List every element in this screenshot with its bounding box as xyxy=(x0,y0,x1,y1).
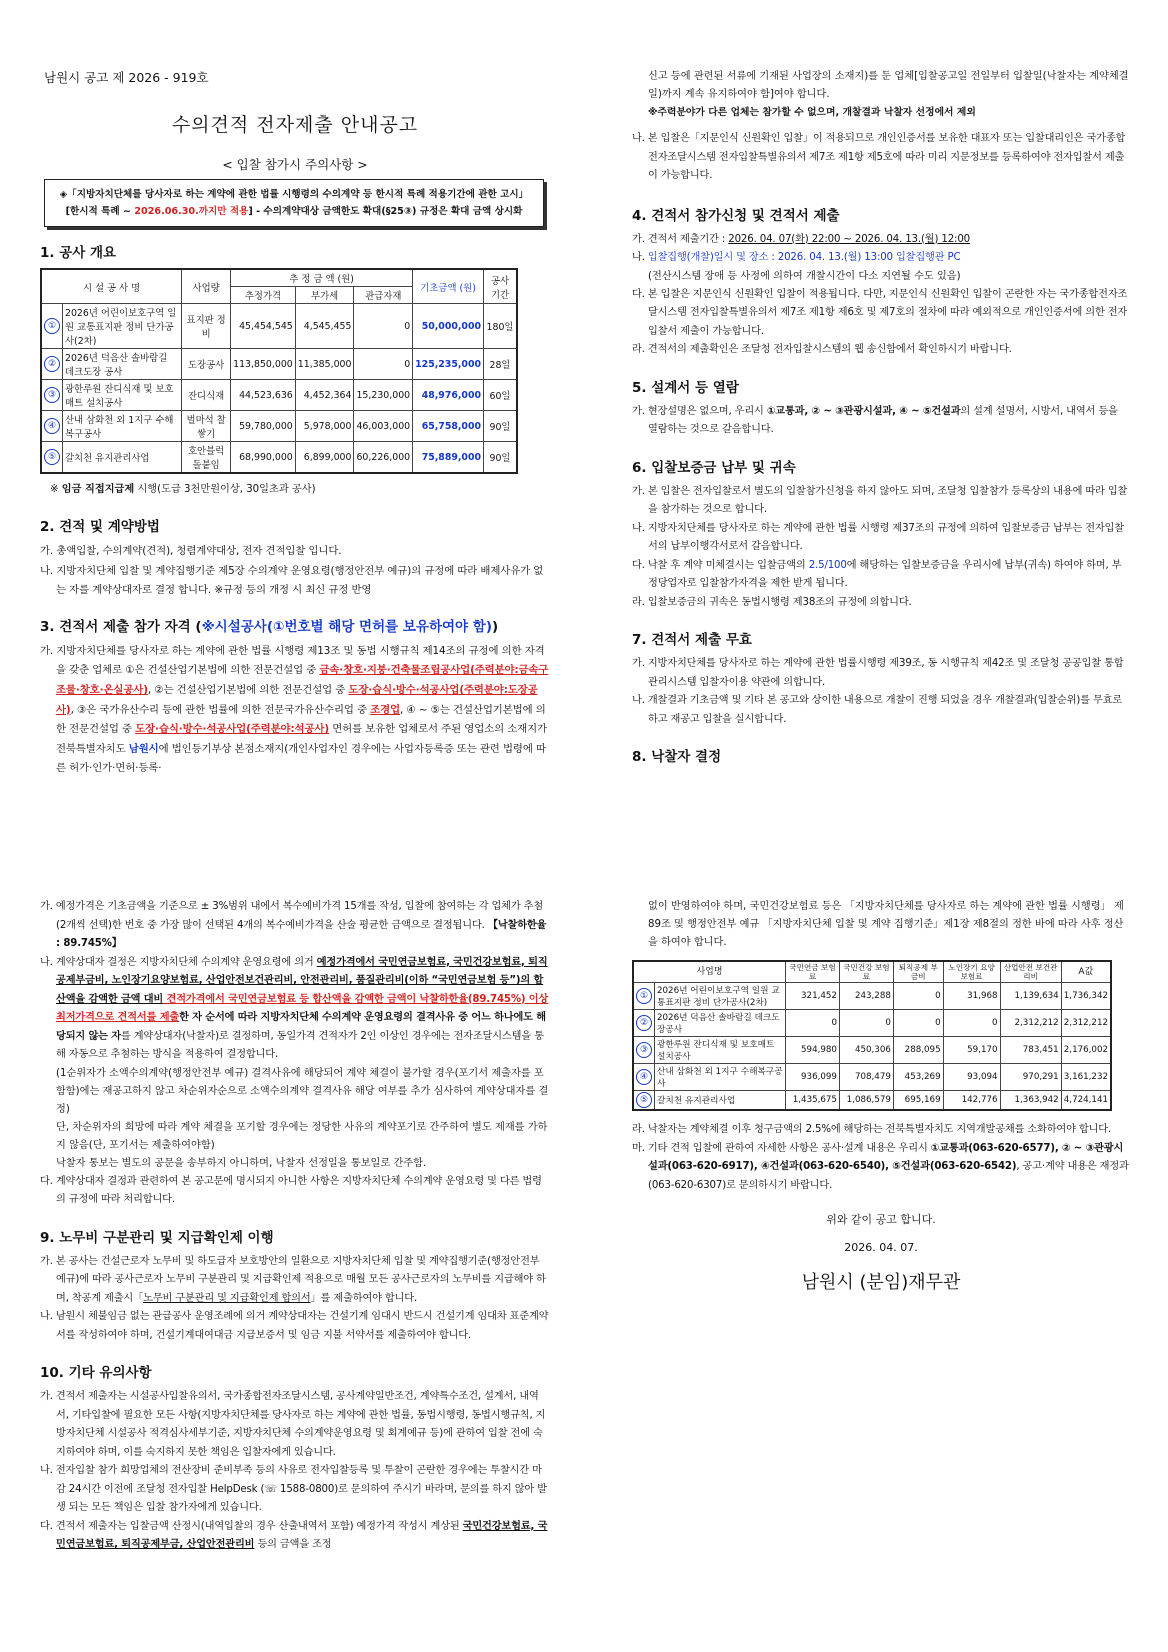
ins-value: 142,776 xyxy=(943,1091,1000,1111)
vat: 6,899,000 xyxy=(295,442,354,474)
gov-material: 15,230,000 xyxy=(354,380,413,411)
ins-th-name: 사업명 xyxy=(633,961,786,983)
s6-item-c xyxy=(632,557,1130,594)
wage-note-mark: ※ xyxy=(50,484,62,495)
project-type: 표지판 정비 xyxy=(182,304,231,349)
ins-value: 0 xyxy=(893,1010,943,1037)
ins-value: 0 xyxy=(893,983,943,1010)
s4-a-period: 2026. 04. 07(화) 22:00 ~ 2026. 04. 13.(월) 12:00 xyxy=(728,233,971,245)
ins-a-value: 1,736,342 xyxy=(1061,983,1111,1010)
row-number: ④ xyxy=(44,418,60,434)
ins-a-value: 4,724,141 xyxy=(1061,1091,1111,1111)
section-3-title xyxy=(40,615,550,635)
section-5-title: 5. 설계서 등 열람 xyxy=(632,379,739,396)
s5-item-a xyxy=(632,403,1130,440)
est-price: 44,523,636 xyxy=(231,380,296,411)
project-name: 2026년 덕음산 솔바람길 데크도장 공사 xyxy=(63,349,182,380)
ins-th-health: 국민건강 보험료 xyxy=(839,961,893,983)
s3-license-2: 도장·습식·방수·석공사업(주력분야:도장공사) xyxy=(56,683,538,716)
ins-value: 288,095 xyxy=(893,1037,943,1064)
ins-a-value: 3,161,232 xyxy=(1061,1064,1111,1091)
s3-title-c: ) xyxy=(492,618,499,635)
th-period: 공사 기간 xyxy=(484,269,518,304)
ins-value: 695,169 xyxy=(893,1091,943,1111)
est-price: 113,850,000 xyxy=(231,349,296,380)
est-price: 68,990,000 xyxy=(231,442,296,474)
ins-value: 59,170 xyxy=(943,1037,1000,1064)
s3-text-6: 에 법인등기부상 본점소재지(개인사업자인 경우에는 사업자등록증 또는 관련 법령에 따른 허가·인가·면허·등록· xyxy=(56,742,546,775)
section-10-title: 10. 기타 유의사항 xyxy=(40,1365,152,1381)
s4-b-note: (전산시스템 장애 등 사정에 의하여 개찰시간이 다소 지연될 수도 있음) xyxy=(648,270,961,282)
section-8-title: 8. 낙찰자 결정 xyxy=(632,749,722,765)
s10-item-c xyxy=(40,1518,550,1555)
s4-item-c: 다. 본 입찰은 지문인식 신원확인 입찰이 적용됩니다. 다만, 지문인식 신원확인 입찰이 곤란한 자는 국가종합전자조달시스템 전자입찰특별유의서 제7조 제1항 제6호 및 제7호의 절차에 따라 예외적으로 개인인증서에 의한 전자입찰서 제출이 가능합니다. xyxy=(632,288,1128,337)
s10-c-text-2: 등의 금액을 조정 xyxy=(254,1539,332,1550)
ins-value: 0 xyxy=(839,1010,893,1037)
period: 180일 xyxy=(484,304,518,349)
ins-value: 2,312,212 xyxy=(1000,1010,1061,1037)
ins-th-care: 노인장기 요양보험료 xyxy=(943,961,1000,983)
section-9-title: 9. 노무비 구분관리 및 지급확인제 이행 xyxy=(40,1229,274,1246)
caution-line-2-c: ] - 수의계약대상 금액한도 확대(§25③) 규정은 확대 금액 상시화 xyxy=(248,206,523,217)
project-type: 호안블럭 돌붙임 xyxy=(182,442,231,474)
vat: 11,385,000 xyxy=(295,349,354,380)
caution-line-2 xyxy=(53,203,535,220)
ins-th-safety: 산업안전 보건관리비 xyxy=(1000,961,1061,983)
th-name: 시 설 공 사 명 xyxy=(41,269,182,304)
ins-value: 0 xyxy=(943,1010,1000,1037)
ins-value: 1,139,634 xyxy=(1000,983,1061,1010)
table-row xyxy=(41,304,517,349)
row-number: ④ xyxy=(636,1069,652,1085)
left-bottom-column xyxy=(40,898,550,1555)
wage-note-text: 시행(도급 3천만원이상, 30일초과 공사) xyxy=(134,484,316,495)
gov-material: 0 xyxy=(354,304,413,349)
row-number: ① xyxy=(636,988,652,1004)
section-2-title: 2. 견적 및 계약방법 xyxy=(40,519,160,535)
s3-text-5: 면허를 보유한 업체로서 주된 영업소의 소재지가 전북특별자치도 xyxy=(56,723,547,755)
s9-a-text: 가. 본 공사는 건설근로자 노무비 및 하도급자 보호방안의 일환으로 지방자치단체 입찰 및 계약집행기준(행정안전부 예규)에 따라 공사근로자 노무비 구분관리 및 지급확인제 적용으로 매월 모든 공사근로자의 노무비를 지급해야 하며, 착공계 제출시「 xyxy=(40,1255,546,1304)
ins-value: 594,980 xyxy=(786,1037,840,1064)
row-number: ③ xyxy=(636,1042,652,1058)
s3-city: 남원시 xyxy=(128,742,159,755)
rb-contacts: ①교통과(063-620-6577), ② ~ ③관광시설과(063-620-6917), ④건설과(063-620-6540), ⑤건설과(063-620-6542) xyxy=(648,1142,1124,1172)
ins-a-value: 2,176,002 xyxy=(1061,1037,1111,1064)
table-row xyxy=(633,1064,1111,1091)
table-row xyxy=(633,1037,1111,1064)
s6-item-b: 나. 지방자치단체를 당사자로 하는 계약에 관한 법률 시행령 제37조의 규정에 의하여 입찰보증금 납부는 전자입찰서의 납부이행각서로서 갈음합니다. xyxy=(632,522,1124,552)
section-7-title: 7. 견적서 제출 무효 xyxy=(632,632,752,648)
s9-a-text-2: 」를 제출하여야 합니다. xyxy=(310,1292,418,1304)
ins-th-a: A값 xyxy=(1061,961,1111,983)
wage-note xyxy=(50,480,550,495)
s2-item-a: 가. 총액입찰, 수의계약(견적), 청렴계약대상, 전자 견적입찰 입니다. xyxy=(40,545,342,557)
table-row xyxy=(633,983,1111,1010)
ins-value: 1,435,675 xyxy=(786,1091,840,1111)
est-price: 59,780,000 xyxy=(231,411,296,442)
s10-c-text: 다. 견적서 제출자는 입찰금액 산정시(내역입찰의 경우 산출내역서 포함) 예정가격 작성시 계상된 xyxy=(40,1520,463,1532)
ins-a-value: 2,312,212 xyxy=(1061,1010,1111,1037)
r-item-b: 나. 본 입찰은「지문인식 신원확인 입찰」이 적용되므로 개인인증서를 보유한 대표자 또는 입찰대리인은 국가종합전자조달시스템 전자입찰특별유의서 제7조 제1항 제5호에 따라 미리 지문정보를 등록하여야 전자입찰서 제출이 가능합니다. xyxy=(632,133,1126,181)
table-row xyxy=(41,349,517,380)
s10-item-a: 가. 견적서 제출자는 시설공사입찰유의서, 국가종합전자조달시스템, 공사계약일반조건, 계약특수조건, 설계서, 내역서, 기타입찰에 필요한 모든 사항(지방자치단체를 당사자로 하는 계약에 관한 법률, 동법시행령, 동법시행규칙, 지방자치단체 시설공사 적격심사세부기준, 지방자치단체 수의계약운영요령 및 회계예규 등)에 관하여 입찰 전에 숙지하여야 하며, 이를 숙지하지 못한 책임은 입찰자에게 있습니다. xyxy=(40,1391,546,1458)
s10-c-items: 국민건강보험료, 국민연금보험료, 퇴직공제부금, 산업안전관리비 xyxy=(56,1520,548,1550)
s5-a-depts: ①교통과, ② ~ ③관광시설과, ④ ~ ⑤건설과 xyxy=(766,405,961,417)
project-name: 2026년 어린이보호구역 일원 교통표지판 정비 단가공사(2차) xyxy=(63,304,182,349)
s8-b-note-1: (1순위자가 소액수의계약(행정안전부 예규) 결격사유에 해당되어 계약 체결이 불가할 경우(포기서 제출자를 포함함)에는 재공고하지 않고 차순위자순으로 소액수의계약 결격사유 해당 여부를 추가 심사하여 계약상대자를 결정) xyxy=(56,1067,549,1115)
rb-text: 마. 기타 견적 입찰에 관하여 자세한 사항은 공사·설계 내용은 우리시 xyxy=(632,1142,931,1154)
ins-value: 783,451 xyxy=(1000,1037,1061,1064)
closing-text: 위와 같이 공고 합니다. xyxy=(826,1213,936,1226)
table-row xyxy=(633,1091,1111,1111)
s4-b-label: 나. xyxy=(632,252,648,263)
th-base: 기초금액 (원) xyxy=(413,269,484,304)
s3-license-3: 조경업 xyxy=(370,703,401,716)
project-name: 산내 삼화천 외 1지구 수해복구공사 xyxy=(63,411,182,442)
s3-text-3: , ③은 국가유산수리 등에 관한 법률에 의한 전문국가유산수리업 중 xyxy=(70,703,368,716)
base-amount: 48,976,000 xyxy=(413,380,484,411)
ins-value: 1,363,942 xyxy=(1000,1091,1061,1111)
th-gov: 관급자재 xyxy=(354,287,413,304)
ins-value: 243,288 xyxy=(839,983,893,1010)
s6-c-rate: 2.5/100 xyxy=(808,559,847,571)
ins-th-pension: 국민연금 보험료 xyxy=(786,961,840,983)
wage-note-bold: 임금 직접지급제 xyxy=(61,484,135,495)
project-type: 도장공사 xyxy=(182,349,231,380)
period: 90일 xyxy=(484,442,518,474)
base-amount: 65,758,000 xyxy=(413,411,484,442)
ins-th-retire: 퇴직공제 부금비 xyxy=(893,961,943,983)
period: 90일 xyxy=(484,411,518,442)
caution-title: < 입찰 참가시 주의사항 > xyxy=(222,157,368,172)
gov-material: 60,226,000 xyxy=(354,442,413,474)
row-number: ① xyxy=(44,318,60,334)
s8-b-text-3: 견적가격에서 국민연금보험료 등 합산액을 감액한 금액이 낙찰하한율(89.745%) 이상 최저가격으로 견적서를 제출 xyxy=(56,993,549,1023)
ins-name: 갈치천 유지관리사업 xyxy=(655,1091,786,1111)
ins-value: 93,094 xyxy=(943,1064,1000,1091)
project-type: 잔디식재 xyxy=(182,380,231,411)
signer-name: 남원시 (분임)재무관 xyxy=(801,1272,961,1293)
s9-a-doc: 노무비 구분관리 및 지급확인제 합의서 xyxy=(143,1292,311,1304)
right-top-column xyxy=(632,68,1130,772)
caution-line-2-a: [한시적 특례 ~ xyxy=(65,206,135,217)
s4-a-label: 가. 견적서 제출기간 : xyxy=(632,233,729,245)
est-price: 45,454,545 xyxy=(231,304,296,349)
s3-license-1: 금속·창호·지붕·건축물조립공사업(주력분야:금속구조물·창호·온실공사) xyxy=(56,664,549,696)
s4-b-schedule: 입찰집행(개찰)일시 및 장소 : 2026. 04. 13.(월) 13:00 입찰집행관 PC xyxy=(647,252,961,263)
s8-b-note-2: 단, 차순위자의 희망에 따라 계약 체결을 포기할 경우에는 정당한 사유의 계약포기로 간주하여 별도 제재를 가하지 않음(단, 포기서는 제출하여야함) xyxy=(56,1121,548,1151)
s3-text-4: , ④ ~ ⑤는 건설산업기본법에 의한 전문건설업 중 xyxy=(56,703,546,736)
ins-value: 1,086,579 xyxy=(839,1091,893,1111)
section-4-title: 4. 견적서 참가신청 및 견적서 제출 xyxy=(632,207,840,224)
base-amount: 125,235,000 xyxy=(413,349,484,380)
table-row xyxy=(633,1010,1111,1037)
vat: 5,978,000 xyxy=(295,411,354,442)
table-row xyxy=(41,411,517,442)
vat: 4,452,364 xyxy=(295,380,354,411)
vat: 4,545,455 xyxy=(295,304,354,349)
ins-value: 450,306 xyxy=(839,1037,893,1064)
row-number: ③ xyxy=(44,387,60,403)
s8-b-text-1: 나. 계약상대자 결정은 지방자치단체 수의계약 운영요령에 의거 xyxy=(40,956,317,968)
gov-material: 0 xyxy=(354,349,413,380)
caution-line-2-deadline: 2026.06.30.까지만 적용 xyxy=(134,206,249,217)
ins-value: 453,269 xyxy=(893,1064,943,1091)
ins-name: 산내 삼화천 외 1지구 수해복구공사 xyxy=(655,1064,786,1091)
r-bottom-continued: 없이 반영하여야 하며, 국민건강보험료 등은 「지방자치단체를 당사자로 하는 계약에 관한 법률 시행령」 제89조 및 행정안전부 예규 「지방자치단체 입찰 및 계약 집행기준」제1장 제8절의 정한 바에 따라 사후 정산을 하여야 합니다. xyxy=(648,901,1124,948)
rb-text-2: , 공고·계약 내용은 재정과(063-620-6307)로 문의하시기 바랍니다. xyxy=(648,1161,1129,1191)
insurance-table xyxy=(632,960,1112,1111)
r-warning: ※주력분야가 다른 업체는 참가할 수 없으며, 개찰결과 낙찰자 선정에서 제외 xyxy=(648,107,976,118)
s3-text-2: , ②는 건설산업기본법에 의한 전문건설업 중 xyxy=(147,683,346,696)
project-name: 갈치천 유지관리사업 xyxy=(63,442,182,474)
s7-item-a: 가. 지방자치단체를 당사자로 하는 계약에 관한 법률시행령 제39조, 동 시행규칙 제42조 및 조달청 공공입찰 통합관리시스템 입찰자이용 약관에 의합니다. xyxy=(632,658,1124,688)
th-est: 추 정 금 액 (원) xyxy=(231,269,413,287)
project-table xyxy=(40,268,518,474)
caution-box xyxy=(44,179,544,227)
s3-license-4: 도장·습식·방수·석공사업(주력분야:석공사) xyxy=(135,723,329,736)
notice-number: 남원시 공고 제 2026 - 919호 xyxy=(44,70,209,85)
caution-line-1: ◈「지방자치단체를 당사자로 하는 계약에 관한 법률 시행령의 수의계약 등 한시적 특례 적용기간에 관한 고시」 xyxy=(59,189,529,200)
s9-item-b: 나. 남원시 체불임금 없는 관급공사 운영조례에 의거 계약상대자는 건설기계 임대시 반드시 건설기계 임대차 표준계약서를 작성하여야 하며, 건설기계대여대금 지급보증서 및 임금 지불 서약서를 제출하여야 합니다. xyxy=(40,1311,549,1341)
s4-item-d: 라. 견적서의 제출확인은 조달청 전자입찰시스템의 웹 송신함에서 확인하시기 바랍니다. xyxy=(632,344,1012,355)
ins-value: 708,479 xyxy=(839,1064,893,1091)
s8-a-rate: 【낙찰하한율 : 89.745%】 xyxy=(56,919,547,949)
table-row xyxy=(41,380,517,411)
ins-name: 2026년 덕음산 솔바람길 데크도장공사 xyxy=(655,1010,786,1037)
r-continued: 신고 등에 관련된 서류에 기재된 사업장의 소재지)를 둔 업체[입찰공고일 전일부터 입찰일(낙찰자는 계약체결일)까지 계속 유지하여야 함]여야 합니다. xyxy=(648,71,1129,100)
page-title: 수의견적 전자제출 안내공고 xyxy=(171,114,419,136)
s8-item-a xyxy=(40,898,550,954)
ins-value: 31,968 xyxy=(943,983,1000,1010)
base-amount: 75,889,000 xyxy=(413,442,484,474)
period: 28일 xyxy=(484,349,518,380)
project-name: 광한루원 잔디식재 및 보호매트 설치공사 xyxy=(63,380,182,411)
right-bottom-column xyxy=(632,898,1130,1294)
row-number: ⑤ xyxy=(636,1092,652,1108)
th-type: 사업량 xyxy=(182,269,231,304)
ins-value: 970,291 xyxy=(1000,1064,1061,1091)
s5-a-text: 가. 현장설명은 없으며, 우리시 xyxy=(632,405,767,417)
row-number: ② xyxy=(44,356,60,372)
s8-b-text-5: 를 계약상대자(낙찰자)로 결정하며, 동일가격 견적자가 2인 이상인 경우에는 전자조달시스템을 통해 자동으로 추첨하는 방식을 적용하여 결정합니다. xyxy=(56,1030,544,1060)
s3-title-b: ※시설공사(①번호별 해당 면허를 보유하여야 함) xyxy=(201,618,492,635)
s6-item-a: 가. 본 입찰은 전자입찰로서 별도의 입찰참가신청을 하지 않아도 되며, 조달청 입찰참가 등록상의 내용에 따라 입찰을 참가하는 것으로 합니다. xyxy=(632,485,1128,515)
section-6-title: 6. 입찰보증금 납부 및 귀속 xyxy=(632,459,796,476)
s8-item-c: 다. 계약상대자 결정과 관련하여 본 공고문에 명시되지 아니한 사항은 지방자치단체 수의계약 운영요령 및 다른 법령의 규정에 따라 처리합니다. xyxy=(40,1175,542,1205)
row-number: ② xyxy=(636,1015,652,1031)
s10-item-b: 나. 전자입찰 참가 희망업체의 전산장비 준비부족 등의 사유로 전자입찰등록 및 투찰이 곤란한 경우에는 투찰시간 마감 24시간 이전에 조달청 전자입찰 HelpDesk (☏ 1588-0800)로 문의하여 주시기 바라며, 문의를 하지 않아 발생 되는 모든 책임은 입찰 참가자에게 있습니다. xyxy=(40,1465,547,1513)
ins-value: 0 xyxy=(786,1010,840,1037)
project-type: 벌마석 찰쌓기 xyxy=(182,411,231,442)
ins-name: 광한루원 잔디식재 및 보호매트 설치공사 xyxy=(655,1037,786,1064)
s3-title-a: 3. 견적서 제출 참가 자격 ( xyxy=(40,618,202,635)
table-row xyxy=(41,442,517,474)
r-item-rb xyxy=(632,1140,1130,1196)
s3-text-1: 가. 지방자치단체를 당사자로 하는 계약에 관한 법률 시행령 제13조 및 동법 시행규칙 제14조의 규정에 의한 자격을 갖춘 업체로 ①은 건설산업기본법에 의한 전문건설업 중 xyxy=(40,644,545,677)
row-number: ⑤ xyxy=(44,449,60,465)
s6-c-text-2: 에 해당하는 입찰보증금을 우리시에 납부(귀속) 하여야 하며, 부정당업자로 입찰참가자격을 제한 받게 됩니다. xyxy=(648,559,1122,589)
s2-item-b: 나. 지방자치단체 입찰 및 계약집행기준 제5장 수의계약 운영요령(행정안전부 예규)의 규정에 따라 배제사유가 없는 자를 계약상대자로 결정 합니다. ※규정 등의 개정 시 최신 규정 반영 xyxy=(40,564,544,597)
period: 60일 xyxy=(484,380,518,411)
s3-item-a xyxy=(40,642,550,779)
ins-value: 936,099 xyxy=(786,1064,840,1091)
s8-item-b xyxy=(40,954,550,1065)
s6-c-text: 다. 낙찰 후 계약 미체결시는 입찰금액의 xyxy=(632,559,809,571)
s9-item-a xyxy=(40,1253,550,1309)
th-vat: 부가세 xyxy=(295,287,354,304)
s5-a-text-2: 의 설계 설명서, 시방서, 내역서 등을 열람하는 것으로 갈음합니다. xyxy=(648,405,1118,435)
r-item-ra: 라. 낙찰자는 계약체결 이후 청구금액의 2.5%에 해당하는 전북특별자치도 지역개발공채를 소화하여야 합니다. xyxy=(632,1124,1112,1135)
left-top-column xyxy=(40,68,550,779)
s7-item-b: 나. 개찰결과 기초금액 및 기타 본 공고와 상이한 내용으로 개찰이 진행 되었을 경우 개찰결과(입찰순위)를 무효로 하고 재공고 입찰을 실시합니다. xyxy=(632,695,1123,725)
ins-name: 2026년 어린이보호구역 일원 교통표지판 정비 단가공사(2차) xyxy=(655,983,786,1010)
s4-item-b xyxy=(632,249,1130,268)
s4-item-a xyxy=(632,231,1130,250)
notice-date: 2026. 04. 07. xyxy=(844,1241,918,1254)
s8-b-note-3: 낙찰자 통보는 별도의 공문을 송부하지 아니하며, 낙찰자 선정일을 통보일로 간주함. xyxy=(56,1157,427,1169)
section-1-title: 1. 공사 개요 xyxy=(40,245,117,261)
gov-material: 46,003,000 xyxy=(354,411,413,442)
base-amount: 50,000,000 xyxy=(413,304,484,349)
s8-a-text: 가. 예정가격은 기초금액을 기준으로 ± 3%범위 내에서 복수예비가격 15개를 작성, 입찰에 참여하는 각 업체가 추첨(2개씩 선택)한 번호 중 가장 많이 선택된 4개의 복수예비가격을 산술 평균한 금액으로 결정됩니다. xyxy=(40,901,544,931)
ins-value: 321,452 xyxy=(786,983,840,1010)
s8-b-text-4: 한 자 순서에 따라 지방자치단체 수의계약 운영요령의 결격사유 중 어느 하나에도 해당되지 않는 자 xyxy=(56,1012,546,1042)
th-est-price: 추정가격 xyxy=(231,287,296,304)
s8-b-text-2: 예정가격에서 국민연금보험료, 국민건강보험료, 퇴직공제부금비, 노인장기요양보험료, 산업안전보건관리비, 안전관리비, 품질관리비(이하 “국민연금보험 등”)의 합산액을 감액한 금액 대비 xyxy=(56,956,548,1005)
s6-item-d: 라. 입찰보증금의 귀속은 동법시행령 제38조의 규정에 의합니다. xyxy=(632,596,912,608)
